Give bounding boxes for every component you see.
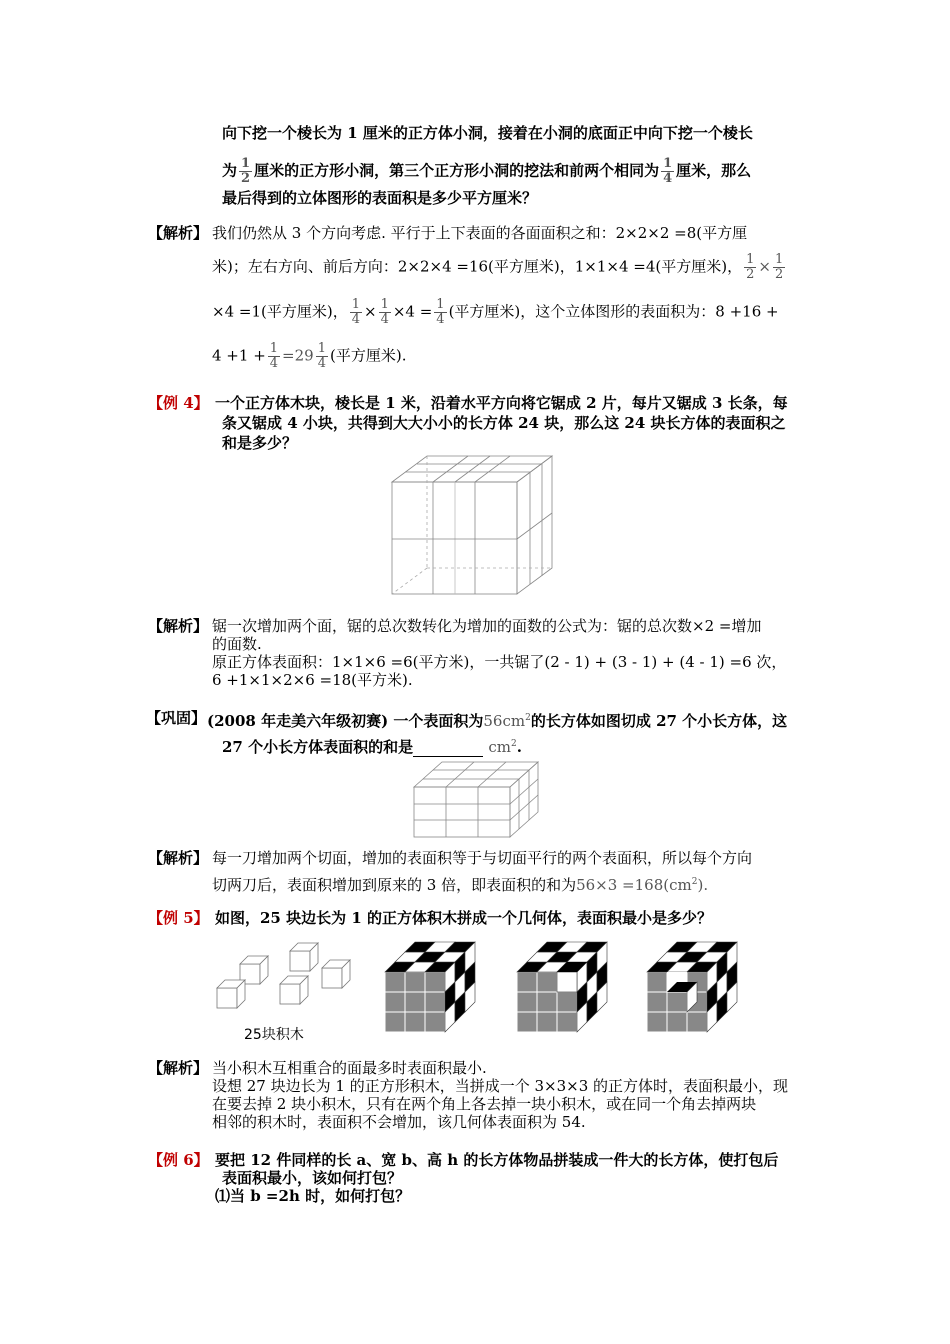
fraction: $\frac{1}{2}$ (746, 252, 755, 282)
analysis1-line-4 (212, 342, 406, 371)
fraction: $\frac{1}{4}$ (663, 156, 673, 186)
example4-line-2: 条又锯成 4 小块，共得到大大小小的长方体 24 块，那么这 24 块长方体的表面积之 (222, 414, 786, 432)
consolidate-text: 的长方体如图切成 27 个小长方体，这 (530, 712, 788, 730)
cubes-caption: 25块积木 (244, 1027, 304, 1043)
cube-assembly-1 (385, 942, 475, 1032)
example4-line-1: 一个正方体木块，棱长是 1 米，沿着水平方向将它锯成 2 片，每片又锯成 3 长条，每 (215, 394, 788, 412)
analysis-text: (平方厘米). (329, 346, 407, 365)
analysis4-line-4: 6 +1×1×2×6 =18(平方米). (212, 671, 413, 689)
fraction: $\frac{1}{4}$ (351, 297, 360, 327)
analysis6-line-1: 当小积木互相重合的面最多时表面积最小. (212, 1059, 487, 1077)
analysis-text: (平方厘米)，这个立体图形的表面积为：8 +16 + (448, 302, 779, 321)
fraction: $\frac{1}{4}$ (317, 341, 326, 371)
consolidate-line-2 (222, 734, 522, 757)
analysis-text: 4 +1 + (212, 346, 266, 365)
analysis6-line-3: 在要去掉 2 块小积木，只有在两个角上各去掉一块小积木，或在同一个角去掉两块 (212, 1095, 757, 1113)
example-6-tag: 【例 6】 (148, 1151, 209, 1169)
fraction: $\frac{1}{4}$ (380, 297, 389, 327)
example5-line-1: 如图，25 块边长为 1 的正方体积木拼成一个几何体，表面积最小是多少？ (215, 909, 712, 927)
example-4-tag: 【例 4】 (148, 394, 209, 412)
analysis4-line-1: 锯一次增加两个面，锯的总次数转化为增加的面数的公式为：锯的总次数×2 =增加 (212, 617, 762, 635)
fraction: $\frac{1}{2}$ (241, 156, 251, 186)
example4-line-3: 和是多少？ (222, 434, 298, 452)
analysis5-line-2 (212, 872, 708, 895)
fraction: $\frac{1}{4}$ (436, 297, 445, 327)
unit: $56cm^2$ (483, 712, 531, 730)
unit: $cm^2$ (488, 738, 517, 756)
example6-line-1: 要把 12 件同样的长 a、宽 b、高 h 的长方体物品拼装成一件大的长方体，使打包后 (215, 1151, 779, 1169)
analysis-text: ×4 = (392, 302, 433, 321)
analysis1-line-2 (212, 253, 787, 282)
analysis-text: =29 (282, 346, 314, 365)
answer-blank (413, 740, 483, 757)
scattered-cubes-figure (212, 938, 362, 1018)
intro-line-3: 最后得到的立体图形的表面积是多少平方厘米？ (222, 189, 538, 207)
consolidate-text: (2008 年走美六年级初赛) 一个表面积为 (207, 712, 484, 730)
intro-line-1: 向下挖一个棱长为 1 厘米的正方体小洞，接着在小洞的底面正中向下挖一个棱长 (222, 124, 753, 142)
cube-assemblies-figure (383, 940, 743, 1035)
consolidate-text: 27 个小长方体表面积的和是 (222, 738, 414, 756)
sawn-cube-figure (385, 450, 560, 600)
analysis-text: 切两刀后，表面积增加到原来的 3 倍，即表面积的和为 (212, 876, 577, 894)
analysis-tag: 【解析】 (148, 617, 209, 635)
analysis6-line-4: 相邻的积木时，表面积不会增加，该几何体表面积为 54. (212, 1113, 586, 1131)
consolidate-tag: 【巩固】 (146, 709, 207, 727)
cuboid-27-figure (410, 757, 545, 842)
intro-text: 厘米的正方形小洞，第三个正方形小洞的挖法和前两个相同为 (254, 161, 660, 180)
intro-text: 为 (222, 161, 238, 180)
formula: $56\times 3 =168(cm^2)$. (576, 876, 709, 894)
analysis4-line-2: 的面数. (212, 635, 262, 653)
consolidate-line-1 (207, 708, 787, 731)
intro-line-2 (222, 157, 751, 186)
analysis-text: 米)；左右方向、前后方向：2×2×4 =16(平方厘米)，1×1×4 =4(平方厘米)， (212, 257, 743, 276)
analysis-text: × (363, 302, 377, 321)
analysis6-line-2: 设想 27 块边长为 1 的正方形积木，当拼成一个 3×3×3 的正方体时，表面积最小，现 (212, 1077, 789, 1095)
consolidate-text: . (516, 738, 522, 756)
analysis1-line-1: 我们仍然从 3 个方向考虑. 平行于上下表面的各面面积之和：2×2×2 =8(平方厘 (212, 224, 748, 242)
example6-line-3: ⑴当 b =2h 时，如何打包？ (215, 1187, 411, 1205)
intro-text: 厘米，那么 (676, 161, 752, 180)
fraction: $\frac{1}{4}$ (269, 341, 279, 371)
analysis1-line-3 (212, 298, 779, 327)
example-5-tag: 【例 5】 (148, 909, 209, 927)
analysis-tag: 【解析】 (148, 1059, 209, 1077)
analysis-tag: 【解析】 (148, 224, 209, 242)
fraction: $\frac{1}{2}$ (774, 252, 784, 282)
example6-line-2: 表面积最小，该如何打包？ (222, 1169, 403, 1187)
times-sign: × (758, 257, 771, 276)
analysis-text: ×4 =1(平方厘米)， (212, 302, 348, 321)
analysis-tag: 【解析】 (148, 849, 209, 867)
analysis5-line-1: 每一刀增加两个切面，增加的表面积等于与切面平行的两个表面积，所以每个方向 (212, 849, 753, 867)
analysis4-line-3: 原正方体表面积：1×1×6 =6(平方米)，一共锯了(2 - 1) + (3 - 1) + (4 - 1) =6 次， (212, 653, 787, 671)
